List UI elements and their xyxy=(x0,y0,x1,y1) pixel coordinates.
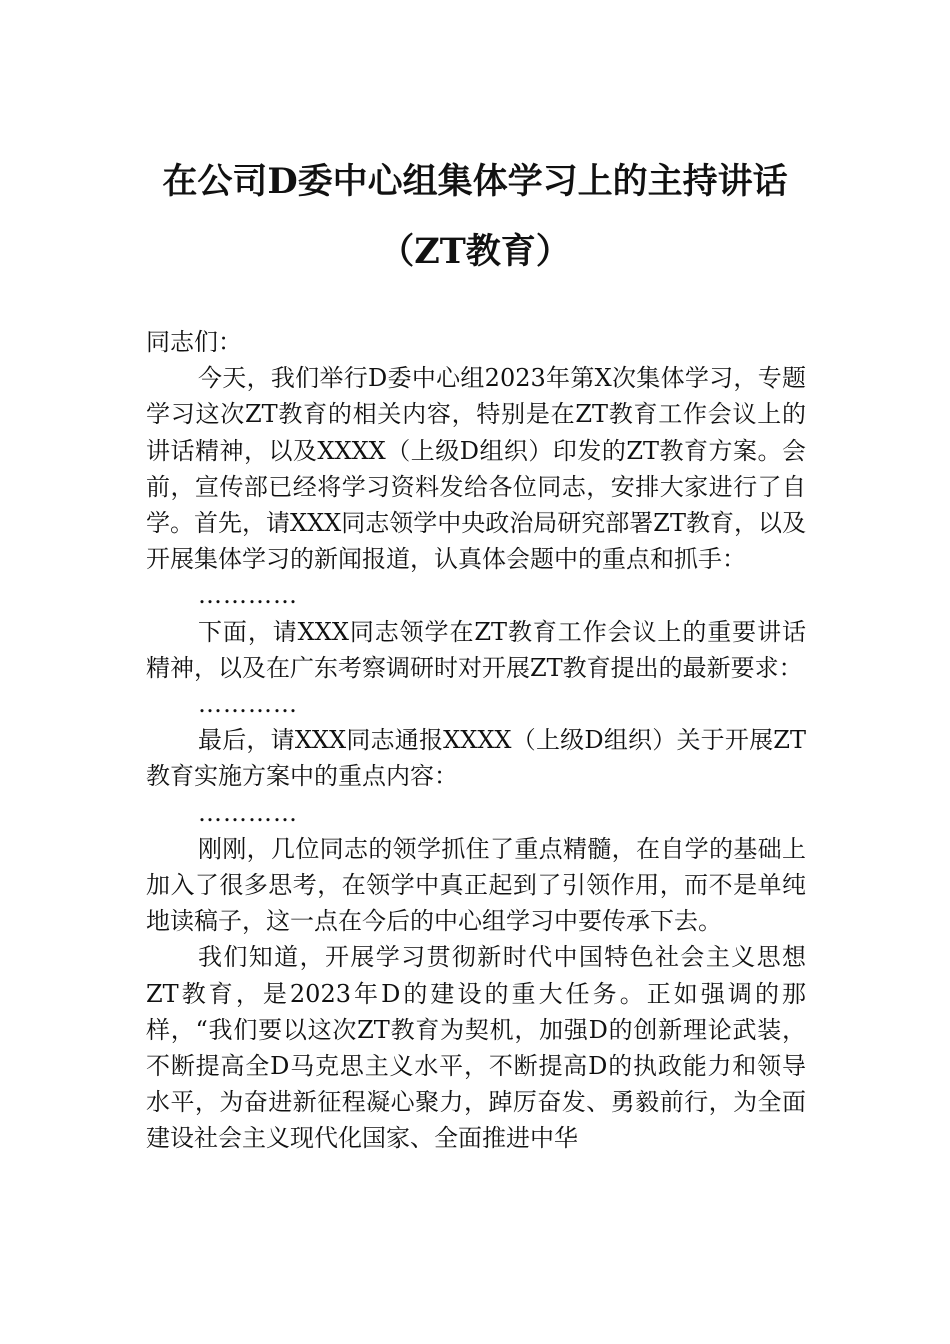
ellipsis-placeholder: ………… xyxy=(198,581,298,610)
salutation: 同志们： xyxy=(146,328,242,356)
paragraph-second-reading: 下面，请XXX同志领学在ZT教育工作会议上的重要讲话精神，以及在广东考察调研时对开展ZT教育提出的最新要求： xyxy=(146,617,806,682)
ellipsis-placeholder: ………… xyxy=(198,798,298,827)
document-subtitle: （ZT教育） xyxy=(379,231,571,272)
paragraph-opening: 今天，我们举行D委中心组2023年第X次集体学习，专题学习这次ZT教育的相关内容，特别是在ZT教育工作会议上的讲话精神，以及XXXX（上级D组织）印发的ZT教育方案。会前，宣传部已经将学习资料发给各位同志，安排大家进行了自学。首先，请XXX同志领学中央政治局研究部署ZT教育，以及开展集体学习的新闻报道，认真体会题中的重点和抓手： xyxy=(146,364,806,574)
paragraph-final-reading: 最后，请XXX同志通报XXXX（上级D组织）关于开展ZT教育实施方案中的重点内容： xyxy=(146,726,806,791)
paragraph-comment: 刚刚，几位同志的领学抓住了重点精髓，在自学的基础上加入了很多思考，在领学中真正起到了引领作用，而不是单纯地读稿子，这一点在今后的中心组学习中要传承下去。 xyxy=(146,834,806,936)
ellipsis-placeholder: ………… xyxy=(198,690,298,719)
document-body xyxy=(146,324,806,1157)
paragraph-significance: 我们知道，开展学习贯彻新时代中国特色社会主义思想ZT教育，是2023年D的建设的重大任务。正如强调的那样，“我们要以这次ZT教育为契机，加强D的创新理论武装，不断提高全D马克思主义水平，不断提高D的执政能力和领导水平，为奋进新征程凝心聚力，踔厉奋发、勇毅前行，为全面建设社会主义现代化国家、全面推进中华 xyxy=(146,943,806,1153)
document-title: 在公司D委中心组集体学习上的主持讲话 xyxy=(162,161,788,202)
